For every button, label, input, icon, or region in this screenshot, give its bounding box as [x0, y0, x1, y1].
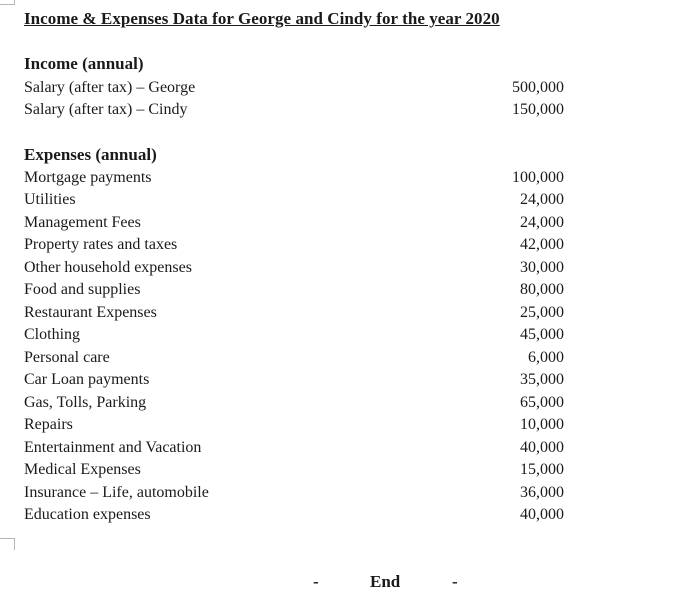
expense-row [24, 461, 564, 483]
expense-row [24, 281, 564, 303]
expense-row [24, 349, 564, 371]
expense-amount: 10,000 [520, 416, 564, 433]
expenses-heading: Expenses (annual) [24, 145, 157, 164]
income-amount: 150,000 [512, 101, 564, 118]
expense-amount: 25,000 [520, 304, 564, 321]
expense-row [24, 484, 564, 506]
expense-row [24, 191, 564, 213]
expense-label: Entertainment and Vacation [24, 439, 202, 456]
document-title: Income & Expenses Data for George and Cindy for the year 2020 [24, 9, 500, 28]
income-label: Salary (after tax) – Cindy [24, 101, 188, 118]
expense-label: Personal care [24, 349, 110, 366]
expense-row [24, 236, 564, 258]
income-row [24, 79, 564, 101]
expense-label: Gas, Tolls, Parking [24, 394, 147, 411]
expense-label: Education expenses [24, 506, 151, 523]
expense-row [24, 169, 564, 191]
expense-label: Food and supplies [24, 281, 141, 298]
expense-label: Repairs [24, 416, 73, 433]
margin-corner-mark [14, 538, 15, 550]
expense-amount: 100,000 [512, 169, 564, 186]
expense-label: Clothing [24, 326, 81, 343]
expense-row [24, 416, 564, 438]
expense-amount: 36,000 [520, 484, 564, 501]
expense-row [24, 439, 564, 461]
expense-amount: 42,000 [520, 236, 564, 253]
expense-amount: 6,000 [528, 349, 564, 366]
expense-row [24, 326, 564, 348]
expense-amount: 24,000 [520, 214, 564, 231]
expense-amount: 35,000 [520, 371, 564, 388]
income-amount: 500,000 [512, 79, 564, 96]
expense-row [24, 214, 564, 236]
expense-label: Property rates and taxes [24, 236, 178, 253]
expense-amount: 65,000 [520, 394, 564, 411]
expense-row [24, 304, 564, 326]
expense-amount: 40,000 [520, 506, 564, 523]
expense-amount: 24,000 [520, 191, 564, 208]
expense-row [24, 259, 564, 281]
margin-corner-mark [14, 0, 15, 5]
income-row [24, 101, 564, 123]
expense-amount: 40,000 [520, 439, 564, 456]
income-heading: Income (annual) [24, 54, 144, 73]
expense-row [24, 506, 564, 528]
expense-label: Other household expenses [24, 259, 192, 276]
expense-label: Utilities [24, 191, 76, 208]
margin-corner-mark [0, 538, 14, 539]
expense-amount: 15,000 [520, 461, 564, 478]
expense-label: Management Fees [24, 214, 141, 231]
end-dash-right: - [452, 572, 458, 591]
expense-row [24, 371, 564, 393]
end-label: End [370, 572, 401, 591]
expense-amount: 30,000 [520, 259, 564, 276]
expense-amount: 80,000 [520, 281, 564, 298]
expense-label: Restaurant Expenses [24, 304, 157, 321]
expense-label: Insurance – Life, automobile [24, 484, 209, 501]
income-label: Salary (after tax) – George [24, 79, 196, 96]
margin-corner-mark [0, 4, 14, 5]
expense-label: Mortgage payments [24, 169, 152, 186]
end-dash-left: - [313, 572, 319, 591]
expense-label: Medical Expenses [24, 461, 141, 478]
expense-amount: 45,000 [520, 326, 564, 343]
expense-row [24, 394, 564, 416]
expense-label: Car Loan payments [24, 371, 150, 388]
end-marker [0, 572, 696, 596]
